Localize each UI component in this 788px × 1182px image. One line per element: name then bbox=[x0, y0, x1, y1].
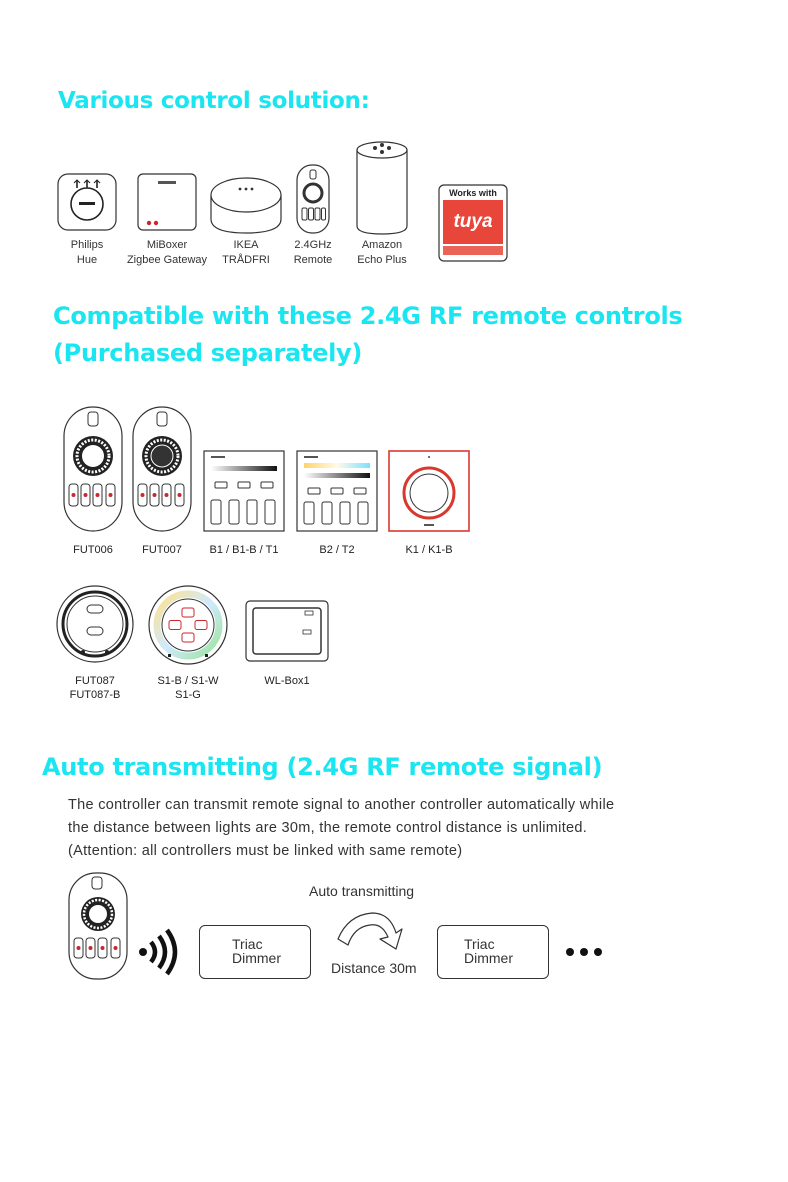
triac-dimmer-box-1 bbox=[199, 925, 311, 979]
section-heading-purchased: (Purchased separately) bbox=[53, 339, 363, 367]
k1-knob-panel-icon bbox=[388, 450, 470, 532]
works-with-tuya-badge bbox=[438, 184, 508, 262]
dimmer-2-line-1: Triac bbox=[464, 936, 495, 952]
section-heading-control: Various control solution: bbox=[58, 88, 370, 114]
distance-label: Distance 30m bbox=[331, 960, 417, 976]
label-b2: B2 / T2 bbox=[319, 544, 355, 556]
auto-paragraph-line-3: (Attention: all controllers must be linked with same remote) bbox=[68, 843, 463, 859]
section-heading-compatible: Compatible with these 2.4G RF remote controls bbox=[53, 302, 683, 330]
wl-box1-icon bbox=[245, 600, 329, 662]
b1-panel-icon bbox=[203, 450, 285, 532]
label-b1: B1 / B1-B / T1 bbox=[209, 544, 279, 556]
label-wl-box1: WL-Box1 bbox=[264, 675, 310, 687]
caption-ikea: IKEA TRÅDFRI bbox=[222, 239, 270, 266]
auto-paragraph-line-2: the distance between lights are 30m, the remote control distance is unlimited. bbox=[68, 820, 588, 836]
caption-philips-hue: Philips Hue bbox=[70, 239, 104, 266]
tuya-badge-top-text: Works with bbox=[449, 188, 497, 198]
b2-panel-icon bbox=[296, 450, 378, 532]
curved-arrow-icon bbox=[334, 905, 408, 955]
auto-paragraph-line-1: The controller can transmit remote signal to another controller automatically while bbox=[68, 797, 615, 813]
caption-rf-remote: 2.4GHz Remote bbox=[293, 239, 333, 266]
section-heading-auto: Auto transmitting (2.4G RF remote signal) bbox=[42, 753, 603, 781]
rf-remote-icon bbox=[296, 164, 330, 234]
label-s1: S1-B / S1-W S1-G bbox=[157, 675, 219, 701]
ellipsis-dots-icon bbox=[565, 945, 605, 957]
dimmer-1-line-2: Dimmer bbox=[232, 950, 281, 966]
echo-plus-speaker-icon bbox=[354, 140, 410, 236]
caption-echo-plus: Amazon Echo Plus bbox=[357, 239, 407, 266]
fut087-remote-icon bbox=[55, 584, 135, 664]
caption-miboxer-gateway: MiBoxer Zigbee Gateway bbox=[126, 239, 208, 266]
auto-transmitting-label: Auto transmitting bbox=[309, 883, 415, 899]
fut007-remote-icon bbox=[132, 406, 192, 532]
label-fut007: FUT007 bbox=[142, 544, 182, 556]
label-fut006: FUT006 bbox=[73, 544, 113, 556]
ikea-tradfri-hub-icon bbox=[208, 175, 284, 235]
dimmer-1-line-1: Triac bbox=[232, 936, 263, 952]
label-fut087: FUT087 FUT087-B bbox=[69, 675, 121, 701]
zigbee-gateway-icon bbox=[137, 173, 197, 231]
fut006-remote-icon bbox=[63, 406, 123, 532]
s1-remote-icon bbox=[147, 584, 229, 666]
triac-dimmer-box-2 bbox=[437, 925, 549, 979]
philips-hue-bridge-icon bbox=[57, 173, 117, 231]
diagram-remote-icon bbox=[68, 872, 128, 980]
dimmer-2-line-2: Dimmer bbox=[464, 950, 513, 966]
label-k1: K1 / K1-B bbox=[405, 544, 453, 556]
wireless-signal-icon bbox=[137, 928, 179, 976]
tuya-logo-text: tuya bbox=[453, 211, 493, 232]
